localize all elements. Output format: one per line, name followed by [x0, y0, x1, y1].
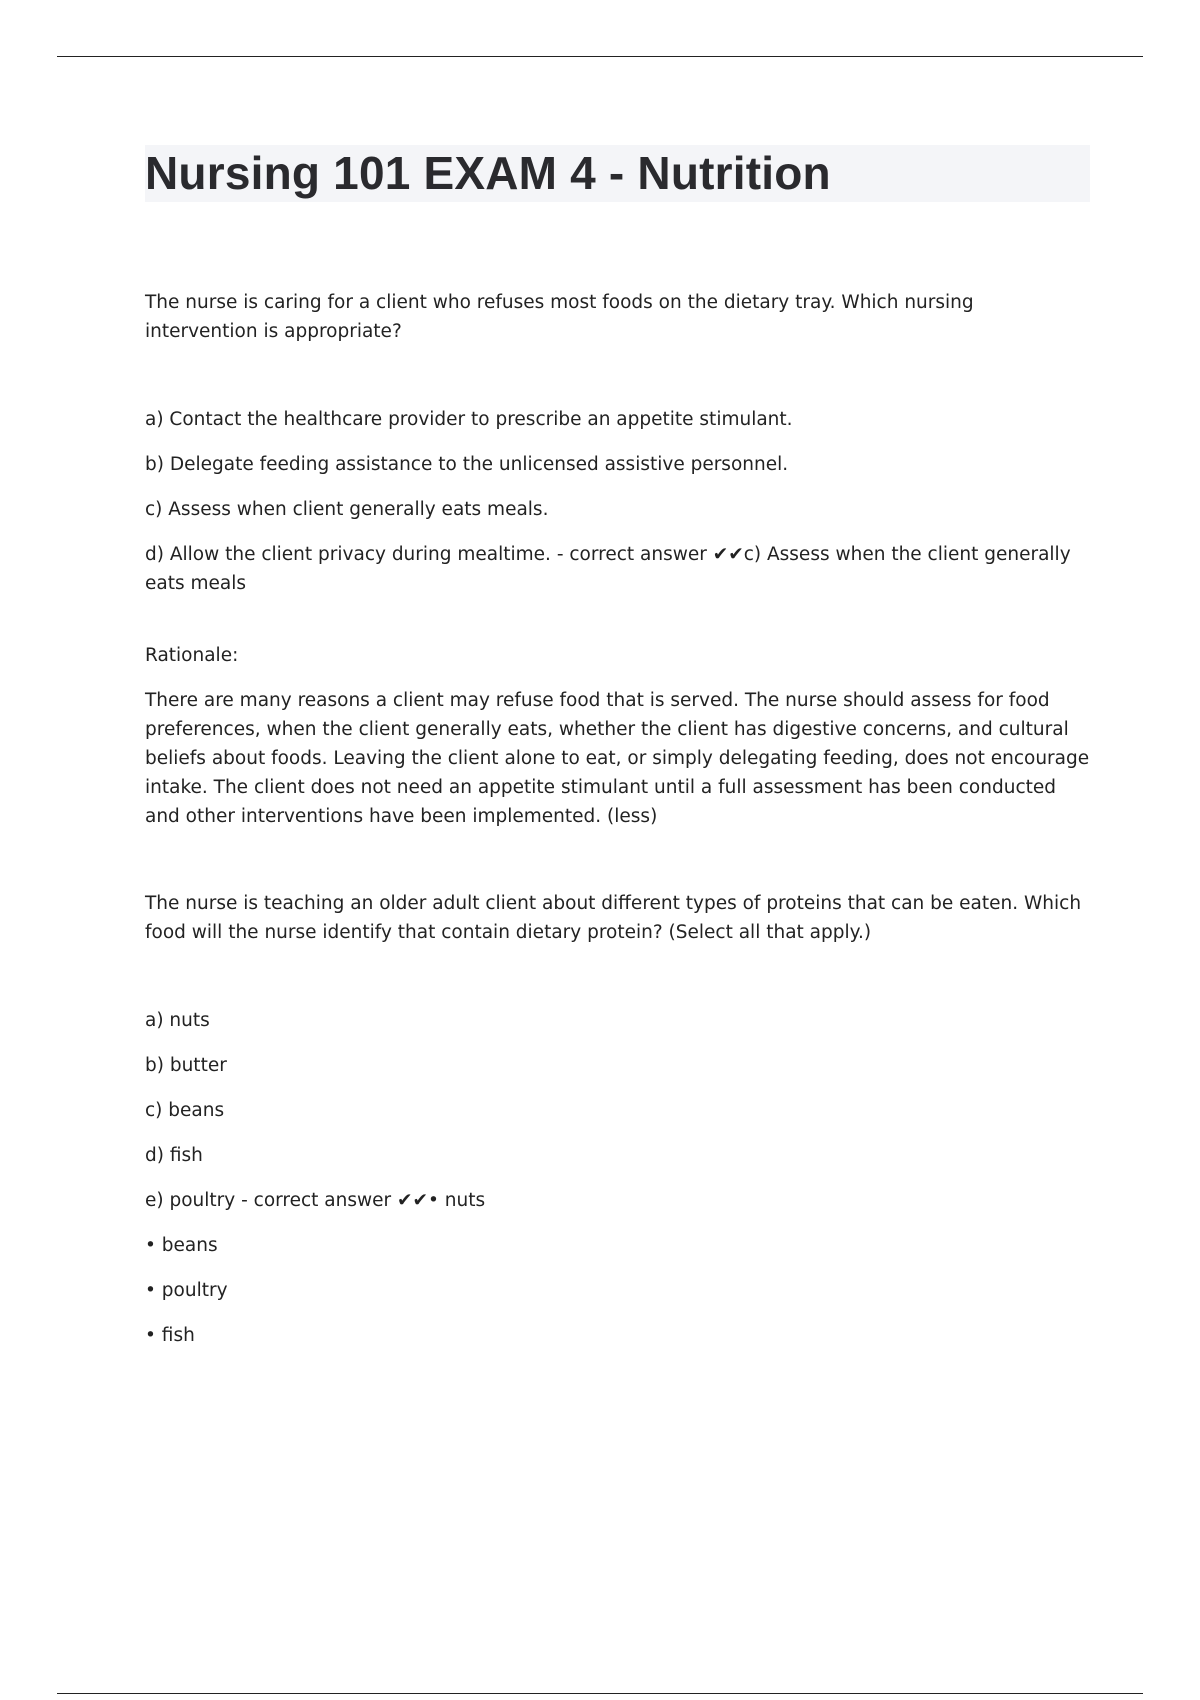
answer-bullet-beans: • beans: [145, 1235, 218, 1256]
question-2-option-a: a) nuts: [145, 1010, 210, 1031]
rationale-text: There are many reasons a client may refuse food that is served. The nurse should assess for food preferences, when the client generally eats, whether the client has digestive concerns, and cultural beliefs about foods. Leaving the client alone to eat, or simply delegating feeding, does not encourage intake. The client does not need an appetite stimulant until a full assessment has been conducted and other interventions have been implemented. (less): [145, 690, 1090, 827]
answer-bullet-poultry: • poultry: [145, 1280, 228, 1301]
bottom-rule: [57, 1693, 1143, 1694]
question-1-option-a: a) Contact the healthcare provider to prescribe an appetite stimulant.: [145, 409, 793, 430]
question-1-stem: The nurse is caring for a client who refuses most foods on the dietary tray. Which nursing intervention is appropriate?: [145, 292, 974, 342]
question-2: [145, 889, 1090, 1350]
question-2-option-d: d) fish: [145, 1145, 203, 1166]
question-2-option-e-with-answer: e) poultry - correct answer ✔✔• nuts: [145, 1190, 486, 1211]
document-body: [145, 145, 1090, 1366]
top-rule: [57, 56, 1143, 57]
question-2-stem: The nurse is teaching an older adult client about different types of proteins that can be eaten. Which food will the nurse identify that contain dietary protein? (Select all that apply.): [145, 893, 1082, 943]
question-1-options: [145, 405, 1090, 598]
question-2-option-b: b) butter: [145, 1055, 227, 1076]
answer-bullet-fish: • fish: [145, 1325, 195, 1346]
question-1-option-c: c) Assess when client generally eats meals.: [145, 499, 549, 520]
title-bar: [145, 145, 1090, 202]
question-1: [145, 288, 1090, 831]
question-1-option-b: b) Delegate feeding assistance to the unlicensed assistive personnel.: [145, 454, 789, 475]
question-1-option-d-with-answer: d) Allow the client privacy during mealtime. - correct answer ✔✔c) Assess when the client generally eats meals: [145, 544, 1071, 594]
question-2-option-c: c) beans: [145, 1100, 225, 1121]
page-title: Nursing 101 EXAM 4 - Nutrition: [145, 147, 831, 199]
rationale-label: Rationale:: [145, 645, 239, 666]
question-2-options: [145, 1006, 1090, 1350]
